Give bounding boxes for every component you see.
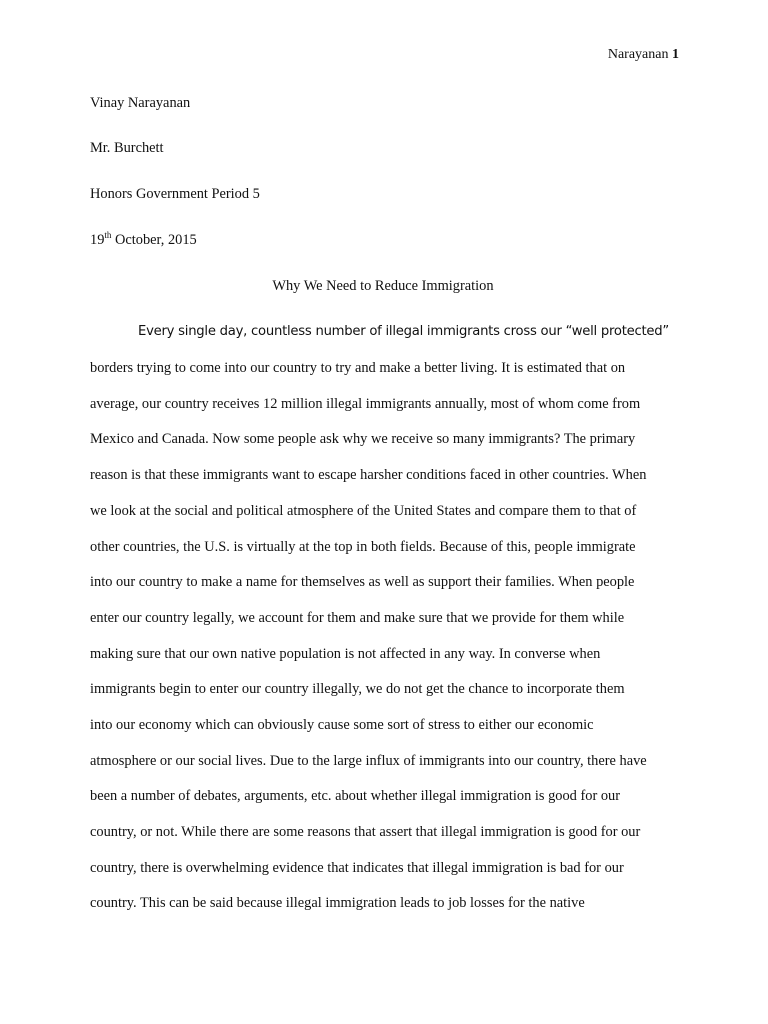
body-line: we look at the social and political atmosphere of the United States and compare them to that of: [90, 503, 637, 519]
body-line: borders trying to come into our country to try and make a better living. It is estimated that on: [90, 360, 626, 376]
instructor-name: Mr. Burchett: [90, 140, 164, 156]
body-line: been a number of debates, arguments, etc. about whether illegal immigration is good for our: [90, 788, 621, 804]
body-line: into our economy which can obviously cause some sort of stress to either our economic: [90, 717, 594, 733]
page-number: 1: [672, 47, 679, 62]
running-header: [608, 45, 679, 65]
body-line: country, or not. While there are some reasons that assert that illegal immigration is good for our: [90, 824, 641, 840]
body-line: atmosphere or our social lives. Due to the large influx of immigrants into our country, there have: [90, 753, 647, 769]
essay-title: Why We Need to Reduce Immigration: [272, 278, 494, 294]
body-line: other countries, the U.S. is virtually at the top in both fields. Because of this, people immigrate: [90, 539, 636, 555]
body-line: immigrants begin to enter our country illegally, we do not get the chance to incorporate them: [90, 681, 625, 697]
date-ordinal-suffix: th: [104, 230, 112, 240]
body-line: average, our country receives 12 million illegal immigrants annually, most of whom come from: [90, 396, 641, 412]
body-line: enter our country legally, we account for them and make sure that we provide for them while: [90, 610, 625, 626]
body-line: reason is that these immigrants want to escape harsher conditions faced in other countries. When: [90, 467, 647, 483]
essay-date: [90, 230, 197, 250]
header-author-surname: Narayanan: [607, 47, 669, 62]
body-line: country. This can be said because illegal immigration leads to job losses for the native: [90, 895, 585, 911]
date-day: 19: [90, 232, 105, 248]
course-name: Honors Government Period 5: [90, 186, 260, 202]
date-month-year: October, 2015: [111, 232, 197, 248]
body-line: Every single day, countless number of illegal immigrants cross our “well protected”: [138, 324, 669, 339]
student-name: Vinay Narayanan: [90, 95, 191, 111]
body-line: Mexico and Canada. Now some people ask why we receive so many immigrants? The primary: [90, 431, 636, 447]
body-line: country, there is overwhelming evidence that indicates that illegal immigration is bad for our: [90, 860, 624, 876]
body-line: into our country to make a name for themselves as well as support their families. When people: [90, 574, 635, 590]
body-line: making sure that our own native population is not affected in any way. In converse when: [90, 646, 601, 662]
